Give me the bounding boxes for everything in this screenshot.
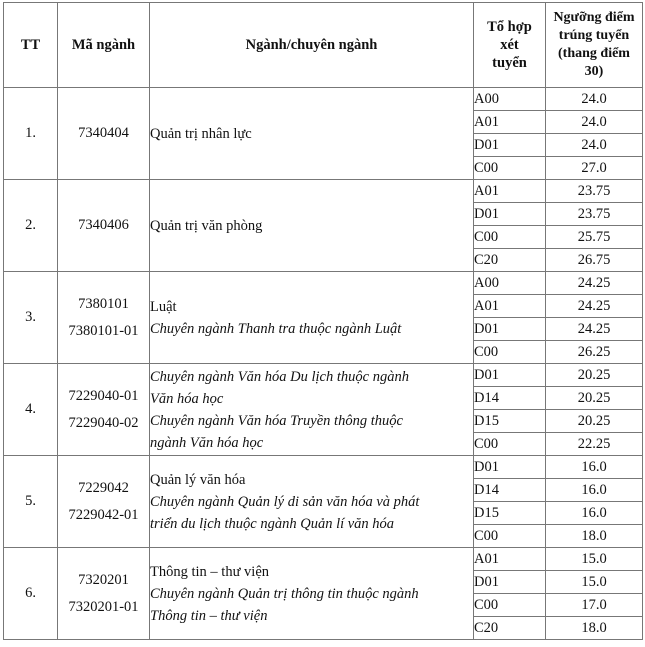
major-code: 7320201 <box>78 571 129 588</box>
subject-combination: D15 <box>474 502 546 525</box>
major-code: 7340404 <box>78 125 129 141</box>
specialization-text: Chuyên ngành Văn hóa Truyền thông thuộc <box>150 412 403 429</box>
subject-combination: D01 <box>474 318 546 341</box>
subject-combination: C00 <box>474 226 546 249</box>
subject-combination: C20 <box>474 617 546 640</box>
threshold-score: 20.25 <box>546 387 643 410</box>
major-name: Quản lý văn hóa <box>150 471 246 488</box>
major-code: 7229042-01 <box>68 506 139 523</box>
major-code-cell <box>58 456 150 548</box>
major-code-cell <box>58 272 150 364</box>
subject-combination: A01 <box>474 180 546 203</box>
subject-combination: D01 <box>474 203 546 226</box>
row-number: 1. <box>4 88 58 180</box>
subject-combination: D14 <box>474 479 546 502</box>
major-name-cell <box>150 548 474 640</box>
subject-combination: C00 <box>474 157 546 180</box>
threshold-score: 26.25 <box>546 341 643 364</box>
major-name-cell <box>150 456 474 548</box>
specialization-text: ngành Văn hóa học <box>150 434 264 451</box>
major-name-cell <box>150 180 474 272</box>
threshold-score: 24.0 <box>546 88 643 111</box>
subject-combination: C00 <box>474 341 546 364</box>
threshold-score: 17.0 <box>546 594 643 617</box>
header-combo-line: xét <box>500 37 519 53</box>
specialization-text: Thông tin – thư viện <box>150 607 268 624</box>
threshold-score: 20.25 <box>546 410 643 433</box>
major-code: 7229042 <box>78 479 129 496</box>
subject-combination: C00 <box>474 594 546 617</box>
row-number: 3. <box>4 272 58 364</box>
header-admission-threshold <box>546 3 643 88</box>
table-body <box>4 88 643 640</box>
subject-combination: A01 <box>474 295 546 318</box>
major-code: 7380101-01 <box>68 322 139 339</box>
threshold-score: 24.0 <box>546 134 643 157</box>
table-row <box>4 548 643 571</box>
major-code: 7340406 <box>78 217 129 233</box>
header-tt: TT <box>4 3 58 88</box>
subject-combination: D14 <box>474 387 546 410</box>
threshold-score: 20.25 <box>546 364 643 387</box>
row-number: 2. <box>4 180 58 272</box>
major-code-cell <box>58 88 150 180</box>
major-code-cell <box>58 180 150 272</box>
header-score-line: (thang điểm <box>558 46 630 61</box>
specialization-text: Chuyên ngành Quản lý di sản văn hóa và phát <box>150 493 420 510</box>
table-row <box>4 180 643 203</box>
major-name: Thông tin – thư viện <box>150 563 270 580</box>
header-combo-line: tuyển <box>492 55 527 71</box>
admission-score-table <box>3 2 643 640</box>
specialization-text: Văn hóa học <box>150 390 224 407</box>
major-name: Quản trị nhân lực <box>150 125 252 142</box>
threshold-score: 16.0 <box>546 479 643 502</box>
specialization-text: Chuyên ngành Thanh tra thuộc ngành Luật <box>150 320 402 337</box>
header-score-line: Ngưỡng điểm <box>553 10 635 25</box>
threshold-score: 22.25 <box>546 433 643 456</box>
header-subject-combination <box>474 3 546 88</box>
threshold-score: 23.75 <box>546 203 643 226</box>
header-combo-line: Tổ hợp <box>487 19 532 35</box>
threshold-score: 24.25 <box>546 295 643 318</box>
subject-combination: D15 <box>474 410 546 433</box>
major-name: Luật <box>150 298 177 315</box>
table-row <box>4 88 643 111</box>
row-number: 6. <box>4 548 58 640</box>
major-code-cell <box>58 548 150 640</box>
specialization-text: Chuyên ngành Quản trị thông tin thuộc ngành <box>150 585 419 602</box>
major-name-cell <box>150 272 474 364</box>
major-code: 7229040-02 <box>68 414 139 431</box>
table-row <box>4 272 643 295</box>
threshold-score: 27.0 <box>546 157 643 180</box>
threshold-score: 26.75 <box>546 249 643 272</box>
major-code-cell <box>58 364 150 456</box>
subject-combination: A00 <box>474 272 546 295</box>
threshold-score: 24.25 <box>546 318 643 341</box>
subject-combination: D01 <box>474 456 546 479</box>
subject-combination: C00 <box>474 433 546 456</box>
threshold-score: 15.0 <box>546 548 643 571</box>
specialization-text: Chuyên ngành Văn hóa Du lịch thuộc ngành <box>150 368 409 385</box>
subject-combination: D01 <box>474 571 546 594</box>
threshold-score: 18.0 <box>546 617 643 640</box>
threshold-score: 16.0 <box>546 456 643 479</box>
header-major-name: Ngành/chuyên ngành <box>150 3 474 88</box>
header-score-line: 30) <box>584 64 604 79</box>
subject-combination: A01 <box>474 548 546 571</box>
header-row <box>4 3 643 88</box>
subject-combination: C20 <box>474 249 546 272</box>
specialization-text: triển du lịch thuộc ngành Quản lí văn hóa <box>150 515 395 532</box>
subject-combination: D01 <box>474 134 546 157</box>
subject-combination: D01 <box>474 364 546 387</box>
row-number: 5. <box>4 456 58 548</box>
header-score-line: trúng tuyển <box>558 28 630 43</box>
subject-combination: C00 <box>474 525 546 548</box>
threshold-score: 23.75 <box>546 180 643 203</box>
table-row <box>4 364 643 387</box>
threshold-score: 24.0 <box>546 111 643 134</box>
subject-combination: A00 <box>474 88 546 111</box>
major-name-cell <box>150 364 474 456</box>
major-name-cell <box>150 88 474 180</box>
row-number: 4. <box>4 364 58 456</box>
major-code: 7320201-01 <box>68 598 139 615</box>
major-code: 7229040-01 <box>68 387 139 404</box>
subject-combination: A01 <box>474 111 546 134</box>
threshold-score: 15.0 <box>546 571 643 594</box>
threshold-score: 16.0 <box>546 502 643 525</box>
table-row <box>4 456 643 479</box>
major-name: Quản trị văn phòng <box>150 217 263 234</box>
threshold-score: 25.75 <box>546 226 643 249</box>
threshold-score: 24.25 <box>546 272 643 295</box>
major-code: 7380101 <box>78 295 129 312</box>
threshold-score: 18.0 <box>546 525 643 548</box>
header-major-code: Mã ngành <box>58 3 150 88</box>
